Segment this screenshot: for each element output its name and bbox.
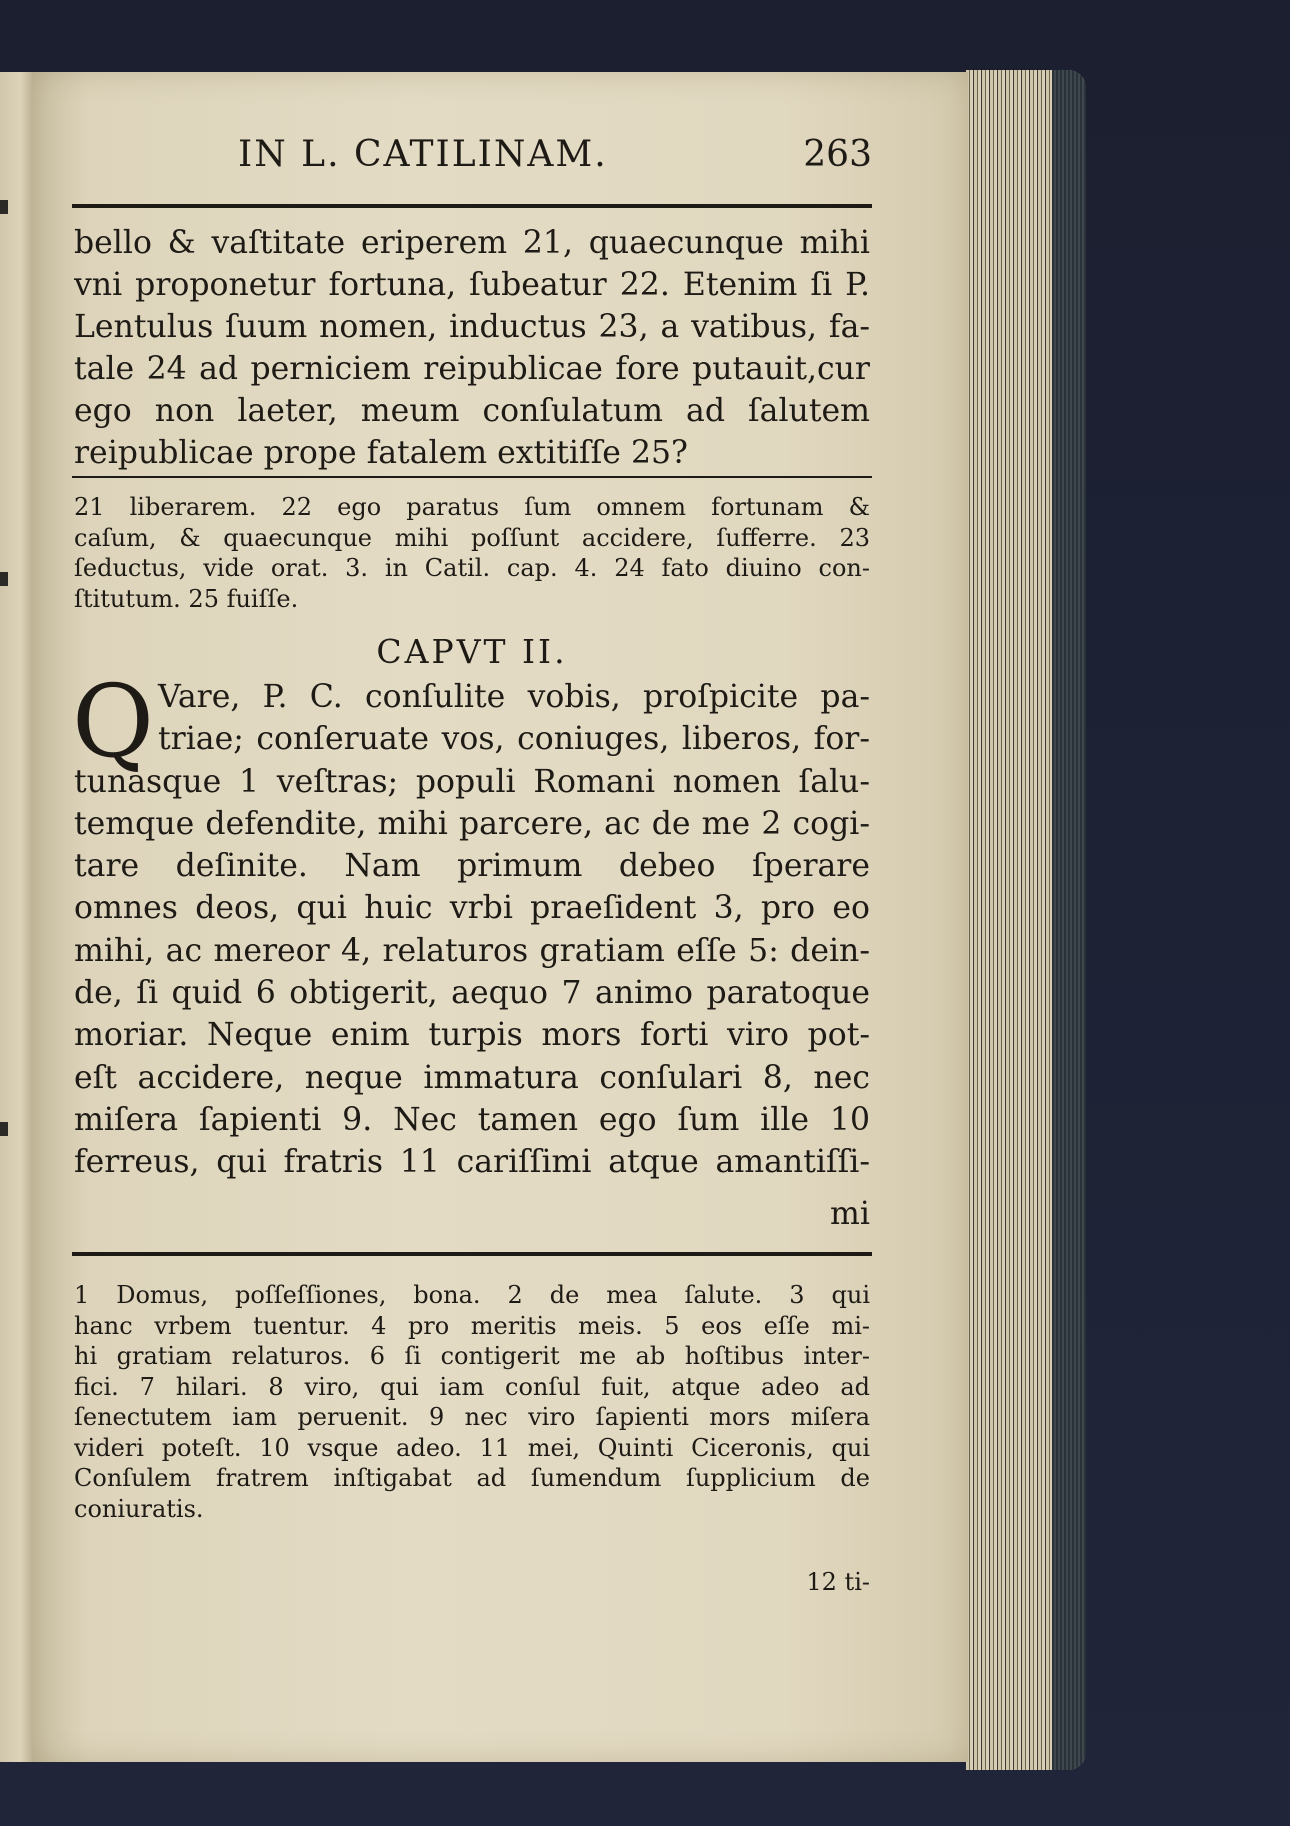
page-header [72, 130, 872, 186]
footnote-line: caſum, & quaecunque mihi poſſunt accidere, ſufferre. 23 [74, 523, 870, 552]
text-line: bello & vaſtitate eriperem 21, quaecunque mihi [74, 225, 870, 261]
text-line: miſera ſapienti 9. Nec tamen ego ſum ille 10 [74, 1101, 870, 1138]
ink-mark [0, 1122, 8, 1136]
chapter-heading: CAPVT II. [376, 632, 568, 671]
text-line: triae; conſeruate vos, coniuges, liberos, for- [158, 721, 870, 758]
text-line: vni proponetur fortuna, ſubeatur 22. Etenim ſi P. [74, 267, 870, 303]
text-line: Vare, P. C. conſulite vobis, proſpicite pa- [158, 679, 870, 715]
text-line: moriar. Neque enim turpis mors forti viro pot- [74, 1017, 870, 1054]
ink-mark [0, 200, 8, 214]
footnote-line: ſenectutem iam peruenit. 9 nec viro ſapienti mors miſera [74, 1403, 870, 1431]
footnote-line: hi gratiam relaturos. 6 ſi contigerit me ab hoſtibus inter- [74, 1342, 870, 1370]
footnote-line: ſtitutum. 25 fuiſſe. [74, 584, 299, 613]
page-stack-shadow [1052, 70, 1086, 1770]
lower-footnote-rule [72, 1252, 872, 1256]
footnote-line: 21 liberarem. 22 ego paratus ſum omnem fortunam & [74, 493, 870, 521]
footnote-line: hanc vrbem tuentur. 4 pro meritis meis. 5 eos eſſe mi- [74, 1311, 870, 1340]
footnote-rule [72, 476, 872, 478]
text-line: ferreus, qui fratris 11 cariſſimi atque amantiſſi- [74, 1144, 870, 1181]
text-line: de, ſi quid 6 obtigerit, aequo 7 animo paratoque [74, 975, 870, 1012]
text-line: tunasque 1 veſtras; populi Romani nomen ſalu- [74, 763, 870, 800]
catchword: mi [830, 1196, 870, 1232]
text-line: temque defendite, mihi parcere, ac de me 2 cogi- [74, 805, 870, 842]
text-line: eſt accidere, neque immatura conſulari 8, nec [74, 1059, 870, 1096]
footnote-line: videri poteſt. 10 vsque adeo. 11 mei, Quinti Ciceronis, qui [74, 1433, 870, 1462]
footnote-line: coniuratis. [74, 1494, 204, 1523]
page-fore-edge [966, 70, 1086, 1770]
page-number: 263 [803, 134, 872, 175]
chapter-text [74, 676, 870, 1184]
footnote-line: ſeductus, vide orat. 3. in Catil. cap. 4. 24 fato diuino con- [74, 554, 870, 582]
text-line: ego non laeter, meum conſulatum ad ſalutem [74, 393, 870, 429]
top-text [74, 222, 870, 474]
header-rule [72, 204, 872, 208]
note-catchword-row [74, 1568, 870, 1604]
footnote-line: 1 Domus, poſſeſſiones, bona. 2 de mea ſalute. 3 qui [74, 1281, 870, 1309]
text-line: omnes deos, qui huic vrbi praeſident 3, pro eo [74, 890, 870, 927]
top-footnotes [74, 492, 870, 614]
text-line: Lentulus ſuum nomen, inductus 23, a vatibus, fa- [74, 309, 870, 345]
bottom-footnotes [74, 1280, 870, 1524]
previous-page-edge [0, 72, 36, 1762]
text-line: tare deſinite. Nam primum debeo ſperare [74, 848, 870, 885]
text-line: mihi, ac mereor 4, relaturos gratiam eſſe 5: dein- [74, 932, 870, 969]
note-catchword: 12 ti- [806, 1568, 870, 1596]
footnote-line: fici. 7 hilari. 8 viro, qui iam conſul fuit, atque adeo ad [74, 1372, 870, 1401]
running-head: IN L. CATILINAM. [238, 134, 608, 175]
text-line: reipublicae prope fatalem extitiſſe 25? [74, 435, 688, 471]
drop-cap: Q [72, 663, 154, 780]
text-line: tale 24 ad perniciem reipublicae fore putauit,cur [74, 351, 870, 387]
ink-mark [0, 572, 8, 586]
catchword-row [74, 1196, 870, 1240]
footnote-line: Conſulem fratrem inſtigabat ad ſumendum ſupplicium de [74, 1464, 870, 1492]
